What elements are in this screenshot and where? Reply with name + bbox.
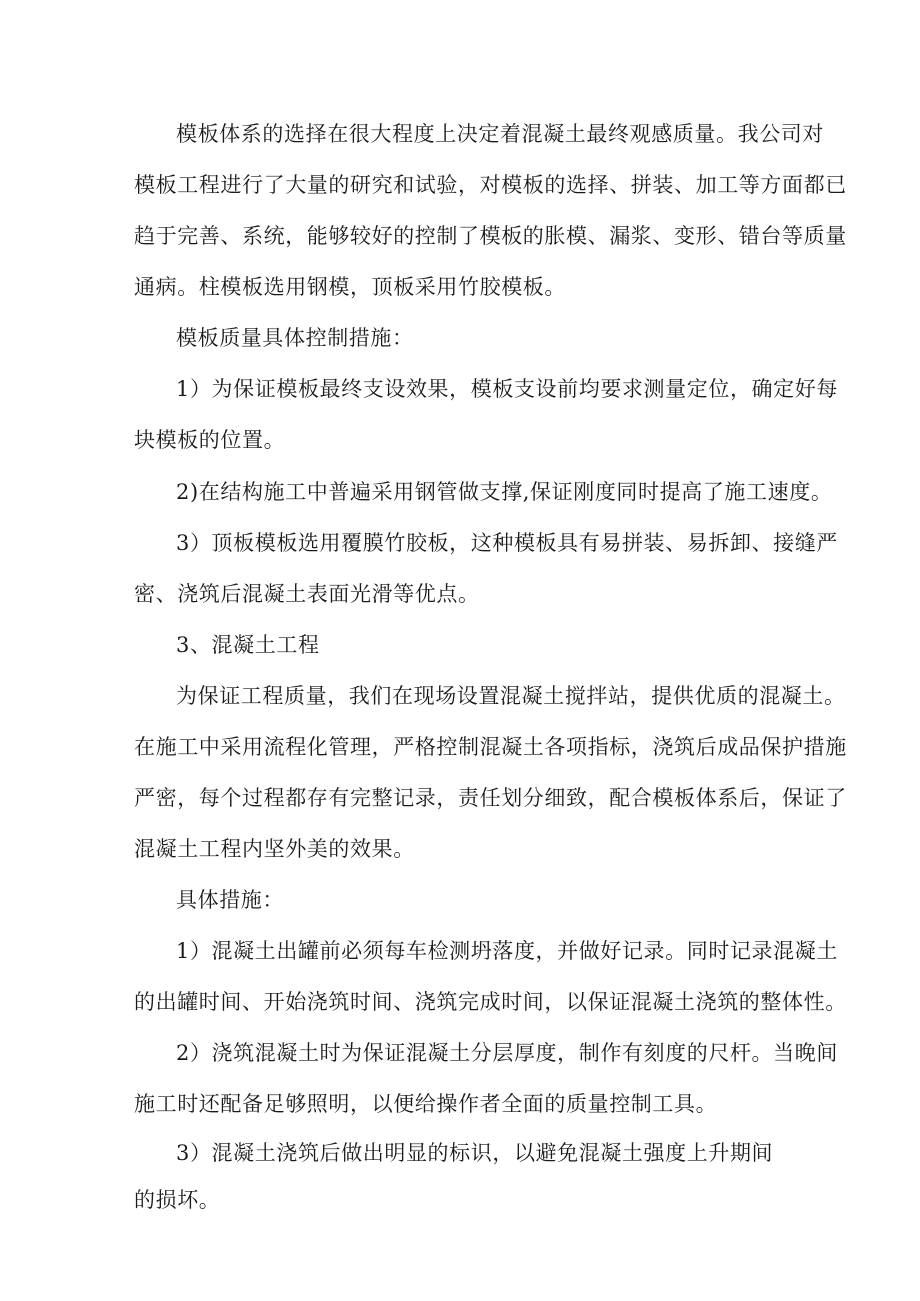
section-heading: 3、混凝土工程 — [176, 633, 320, 657]
text-line: 混凝土工程内坚外美的效果。 — [134, 837, 415, 861]
text-line: 在施工中采用流程化管理，严格控制混凝土各项指标，浇筑后成品保护措施 — [134, 735, 847, 759]
text-line: 的出罐时间、开始浇筑时间、浇筑完成时间，以保证混凝土浇筑的整体性。 — [134, 990, 847, 1014]
text-line: 施工时还配备足够照明，以便给操作者全面的质量控制工具。 — [134, 1092, 718, 1116]
text-line: 3）顶板模板选用覆膜竹胶板，这种模板具有易拼装、易拆卸、接缝严 — [176, 531, 838, 555]
text-line: 为保证工程质量，我们在现场设置混凝土搅拌站，提供优质的混凝土。 — [176, 684, 846, 708]
text-line: 密、浇筑后混凝土表面光滑等优点。 — [134, 582, 480, 606]
text-line: 模板体系的选择在很大程度上决定着混凝土最终观感质量。我公司对 — [176, 122, 824, 146]
text-line: 严密，每个过程都存有完整记录，责任划分细致，配合模板体系后，保证了 — [134, 786, 847, 810]
text-line: 模板质量具体控制措施： — [176, 326, 414, 350]
text-line: 趋于完善、系统，能够较好的控制了模板的胀模、漏浆、变形、错台等质量 — [134, 224, 847, 248]
text-line: 2)在结构施工中普遍采用钢管做支撑,保证刚度同时提高了施工速度。 — [176, 480, 833, 504]
text-line: 2）浇筑混凝土时为保证混凝土分层厚度，制作有刻度的尺杆。当晚间 — [176, 1041, 838, 1065]
text-line: 1）混凝土出罐前必须每车检测坍落度，并做好记录。同时记录混凝土 — [176, 939, 838, 963]
text-line: 块模板的位置。 — [134, 428, 286, 452]
text-line: 的损坏。 — [134, 1188, 221, 1212]
text-line: 通病。柱模板选用钢模，顶板采用竹胶模板。 — [134, 275, 566, 299]
text-line: 模板工程进行了大量的研究和试验，对模板的选择、拼装、加工等方面都已 — [134, 173, 847, 197]
text-line: 1）为保证模板最终支设效果，模板支设前均要求测量定位，确定好每 — [176, 377, 838, 401]
text-line: 具体措施： — [176, 888, 284, 912]
text-line: 3）混凝土浇筑后做出明显的标识，以避免混凝土强度上升期间 — [176, 1141, 774, 1165]
